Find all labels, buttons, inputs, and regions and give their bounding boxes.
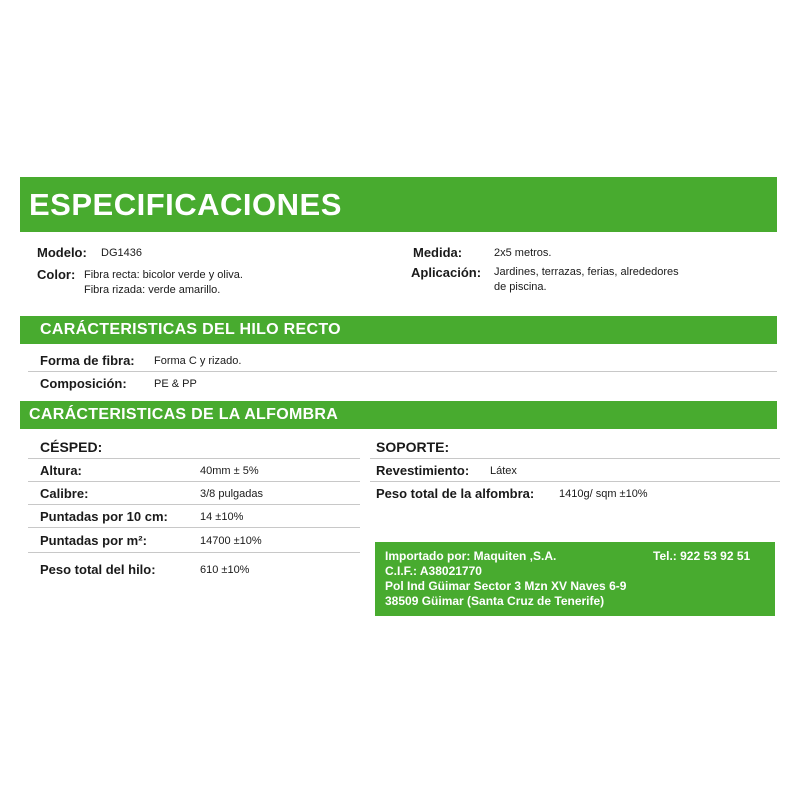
spec-row-value: 610 ±10% [200, 564, 250, 576]
importer-postal: 38509 Güimar (Santa Cruz de Tenerife) [385, 594, 605, 608]
divider [28, 481, 360, 482]
alfombra-section-bar [20, 401, 777, 429]
color-line-1: Fibra recta: bicolor verde y oliva. [84, 269, 243, 281]
color-label: Color: [37, 267, 76, 282]
aplicacion-label: Aplicación: [411, 265, 482, 280]
hilo-section-title: CARÁCTERISTICAS DEL HILO RECTO [40, 321, 341, 338]
peso-alfombra-value: 1410g/ sqm ±10% [559, 488, 648, 500]
modelo-label: Modelo: [37, 245, 87, 260]
composicion-label: Composición: [40, 376, 127, 391]
importer-address: Pol Ind Güimar Sector 3 Mzn XV Naves 6-9 [385, 579, 627, 593]
page-title: ESPECIFICACIONES [29, 187, 342, 222]
spec-row-label: Altura: [40, 463, 82, 478]
composicion-value: PE & PP [154, 378, 197, 390]
importer-cif: C.I.F.: A38021770 [385, 564, 482, 578]
specifications-title-bar [20, 177, 777, 232]
hilo-section-bar [20, 316, 777, 344]
importer-phone: Tel.: 922 53 92 51 [653, 549, 751, 563]
divider [370, 458, 780, 459]
peso-alfombra-label: Peso total de la alfombra: [376, 486, 535, 501]
color-line-2: Fibra rizada: verde amarillo. [84, 284, 221, 296]
medida-value: 2x5 metros. [494, 247, 552, 259]
spec-row-label: Puntadas por m²: [40, 533, 147, 548]
spec-row-label: Puntadas por 10 cm: [40, 509, 168, 524]
revestimiento-value: Látex [490, 465, 517, 477]
spec-row-value: 3/8 pulgadas [200, 488, 263, 500]
spec-row-value: 14 ±10% [200, 511, 244, 523]
spec-row-value: 14700 ±10% [200, 535, 262, 547]
spec-row-label: Calibre: [40, 486, 89, 501]
divider [28, 504, 360, 505]
medida-label: Medida: [413, 245, 463, 260]
importer-name: Importado por: Maquiten ,S.A. [385, 549, 557, 563]
divider [370, 481, 780, 482]
divider [28, 527, 360, 528]
aplicacion-line-2: de piscina. [494, 281, 547, 293]
importer-box [375, 542, 775, 616]
forma-fibra-value: Forma C y rizado. [154, 355, 242, 367]
spec-row-value: 40mm ± 5% [200, 465, 259, 477]
aplicacion-line-1: Jardines, terrazas, ferias, alrededores [494, 266, 679, 278]
cesped-heading: CÉSPED: [40, 439, 103, 455]
alfombra-section-title: CARÁCTERISTICAS DE LA ALFOMBRA [29, 406, 339, 423]
spec-row-label: Peso total del hilo: [40, 562, 156, 577]
divider [28, 552, 360, 553]
forma-fibra-label: Forma de fibra: [40, 353, 135, 368]
divider [28, 371, 777, 372]
soporte-heading: SOPORTE: [376, 439, 450, 455]
modelo-value: DG1436 [101, 247, 142, 259]
revestimiento-label: Revestimiento: [376, 463, 470, 478]
divider [28, 458, 360, 459]
